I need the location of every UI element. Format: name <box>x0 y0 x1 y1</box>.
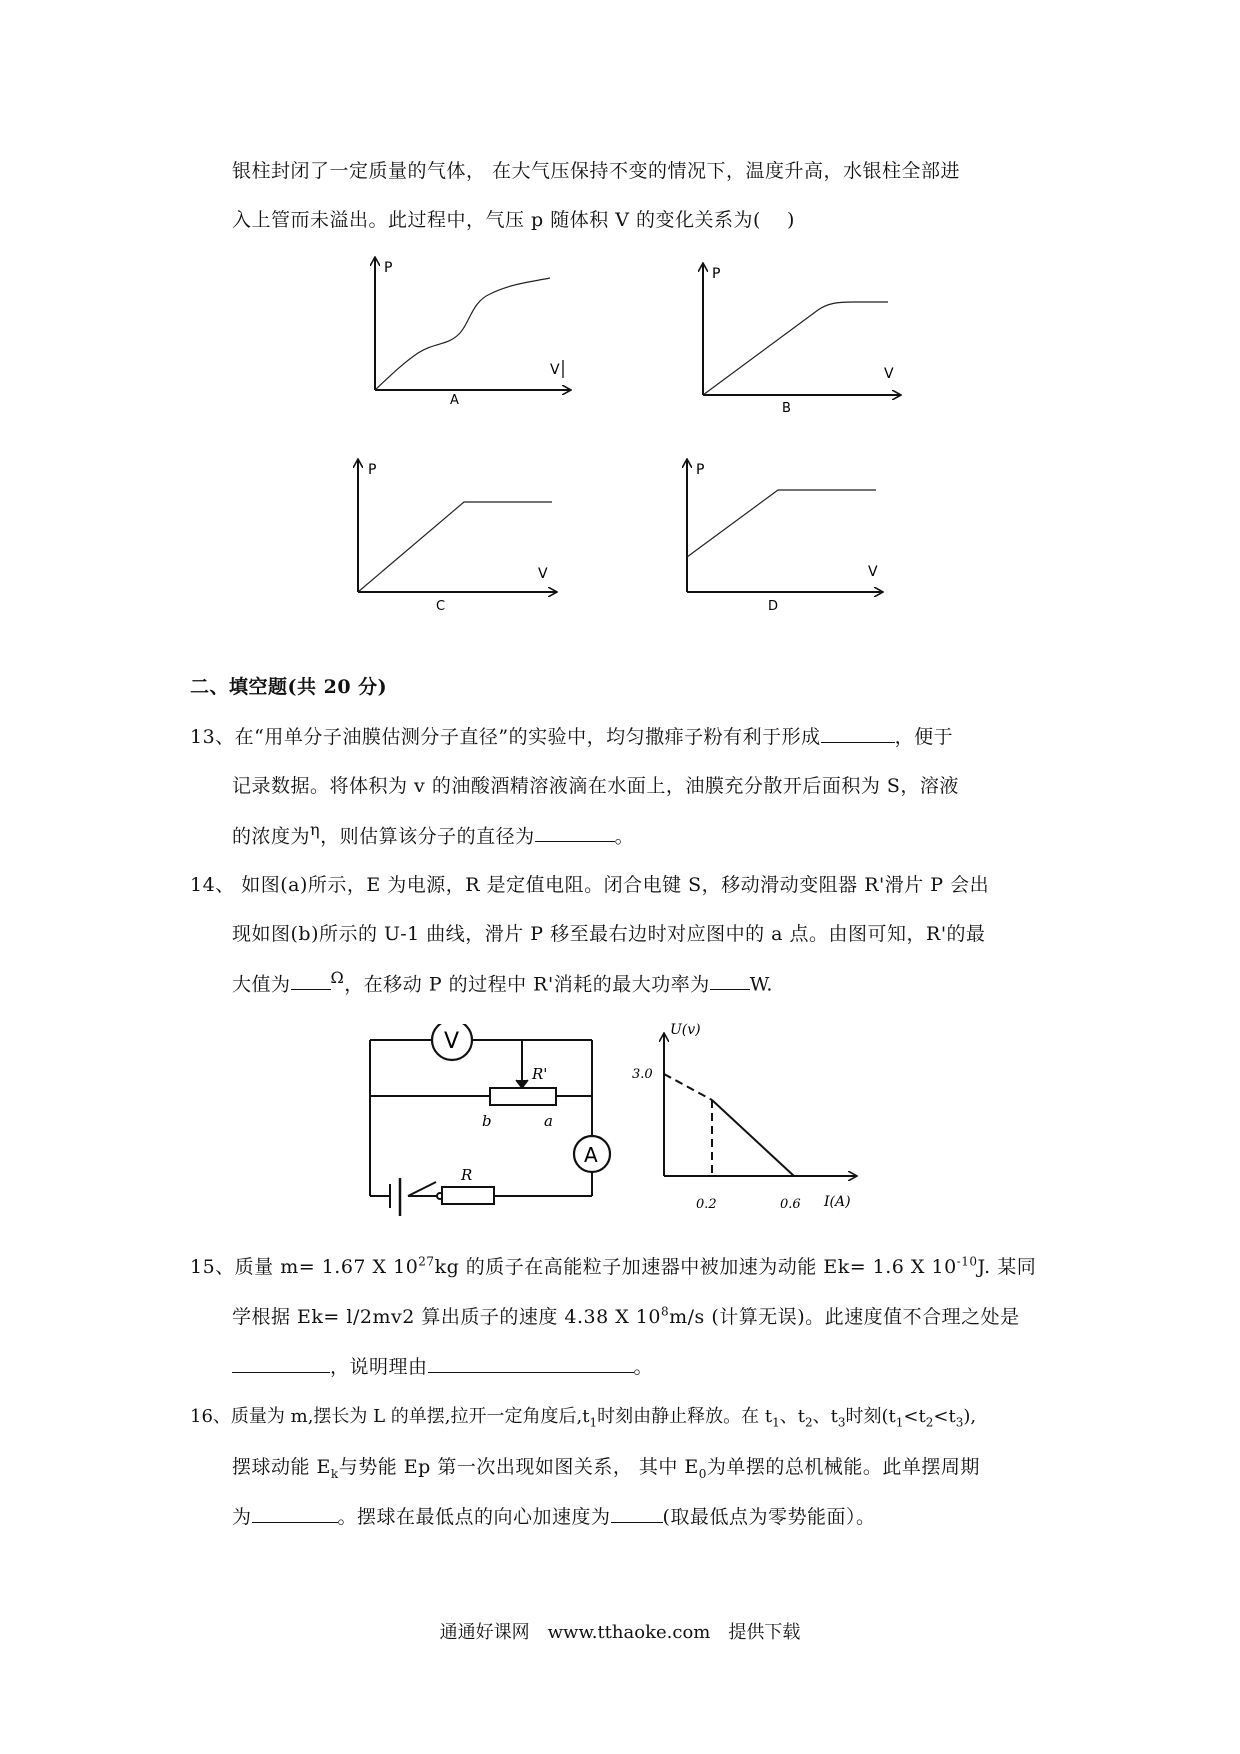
q16-line-2: 摆球动能 $E_k$与势能 Ep 第一次出现如图关系， 其中 $E_0$为单摆的总机械能。此单摆周期 <box>232 1456 980 1481</box>
ui-graph-x-tick-1: 0.2 <box>696 1197 717 1212</box>
q15-blank-1 <box>232 1354 330 1373</box>
q13-line-2: 记录数据。将体积为 v 的油酸酒精溶液滴在水面上，油膜充分散开后面积为 S，溶液 <box>232 775 959 797</box>
q13-line-3: 的浓度为$^\eta$，则估算该分子的直径为 。 <box>232 820 635 848</box>
graph-c <box>344 450 564 615</box>
graph-a-caption: A <box>450 393 459 408</box>
graph-d <box>670 452 890 617</box>
q16-blank-2 <box>611 1504 663 1523</box>
q15-blank-2 <box>428 1354 634 1373</box>
q14-blank-1 <box>291 971 331 990</box>
ui-graph-line <box>712 1100 794 1176</box>
graph-b-y-label: P <box>712 266 721 282</box>
circuit-diagram <box>360 1024 620 1224</box>
ui-graph-dashed-segment <box>664 1074 712 1100</box>
q13-blank-2 <box>535 823 615 842</box>
q16-line-3: 为 。摆球在最低点的向心加速度为 (取最低点为零势能面）。 <box>232 1506 876 1528</box>
battery-icon <box>390 1178 400 1216</box>
graph-c-y-label: P <box>368 462 377 478</box>
q12-line-2: 入上管而未溢出。此过程中，气压 p 随体积 V 的变化关系为( ) <box>232 209 795 231</box>
q14-line-1: 14、 如图(a)所示，E 为电源，R 是定值电阻。闭合电键 S，移动滑动变阻器 R'滑片 P 会出 <box>190 874 990 896</box>
voltmeter-label: V <box>444 1029 460 1054</box>
graph-b-curve <box>703 302 888 395</box>
ammeter-label: A <box>584 1143 598 1167</box>
ui-graph-y-label: U(v) <box>670 1022 701 1038</box>
q16-blank-1 <box>252 1504 338 1523</box>
graph-c-x-label: V <box>538 566 548 582</box>
q13-blank-1 <box>821 724 895 743</box>
section-title: 二、填空题(共 20 分) <box>190 676 388 698</box>
q15-line-3: ，说明理由 。 <box>232 1352 653 1379</box>
graph-b <box>688 258 908 418</box>
q14-line-2: 现如图(b)所示的 U-1 曲线，滑片 P 移至最右边时对应图中的 a 点。由图可知，R'的最 <box>232 923 986 945</box>
rheostat-end-b: b <box>482 1112 492 1130</box>
q15-line-2: 学根据 Ek= l/2mv2 算出质子的速度 4.38 X $10^8m/s$ (计算无误)。此速度值不合理之处是 <box>232 1304 1020 1328</box>
q13-line-1: 13、在“用单分子油膜估测分子直径”的实验中，均匀撒痱子粉有利于形成 ，便于 <box>190 726 954 748</box>
graph-d-x-label: V <box>868 564 878 580</box>
graph-d-y-label: P <box>696 462 705 478</box>
ui-graph <box>620 1014 860 1219</box>
eta-symbol: η <box>310 820 321 839</box>
rheostat <box>490 1088 556 1105</box>
graph-a-curve <box>375 278 550 390</box>
resistor-label: R <box>461 1166 473 1184</box>
slider-arrow-icon <box>516 1080 528 1088</box>
graph-c-curve <box>358 502 552 592</box>
graph-c-caption: C <box>436 599 446 614</box>
footer-text: 通通好课网 www.tthaoke.com 提供下载 <box>439 1622 801 1643</box>
graph-a-x-label: V <box>550 362 560 378</box>
resistor <box>442 1187 494 1204</box>
graph-a <box>360 248 580 408</box>
q15-line-1: 15、质量 m= 1.67 X $10^{27}kg$ 的质子在高能粒子加速器中被加速为动能 Ek= 1.6 X $10^{-10}J$. 某同 <box>190 1254 1037 1278</box>
graph-b-caption: B <box>782 401 791 416</box>
q14-line-3: 大值为 $^\Omega$，在移动 P 的过程中 R'消耗的最大功率为 W. <box>232 968 773 996</box>
q12-line-1: 银柱封闭了一定质量的气体， 在大气压保持不变的情况下，温度升高，水银柱全部进 <box>232 160 961 182</box>
q16-line-1: 16、质量为 m,摆长为 L 的单摆,拉开一定角度后$,t_1$时刻由静止释放。在 $t_1$、$t_2$、$t_3$时刻$(t_1<t_2<t_3)$, <box>190 1406 977 1430</box>
q14-blank-2 <box>710 971 750 990</box>
rheostat-end-a: a <box>544 1112 553 1130</box>
ui-graph-x-tick-2: 0.6 <box>780 1197 801 1212</box>
graph-d-curve <box>687 490 876 557</box>
graph-a-y-label: P <box>384 260 393 276</box>
omega-symbol: Ω <box>330 968 345 987</box>
rheostat-label: R' <box>532 1065 548 1083</box>
ui-graph-x-label: I(A) <box>824 1194 851 1210</box>
graph-b-x-label: V <box>884 366 894 382</box>
graph-d-caption: D <box>768 599 779 614</box>
ui-graph-y-tick: 3.0 <box>632 1067 653 1082</box>
